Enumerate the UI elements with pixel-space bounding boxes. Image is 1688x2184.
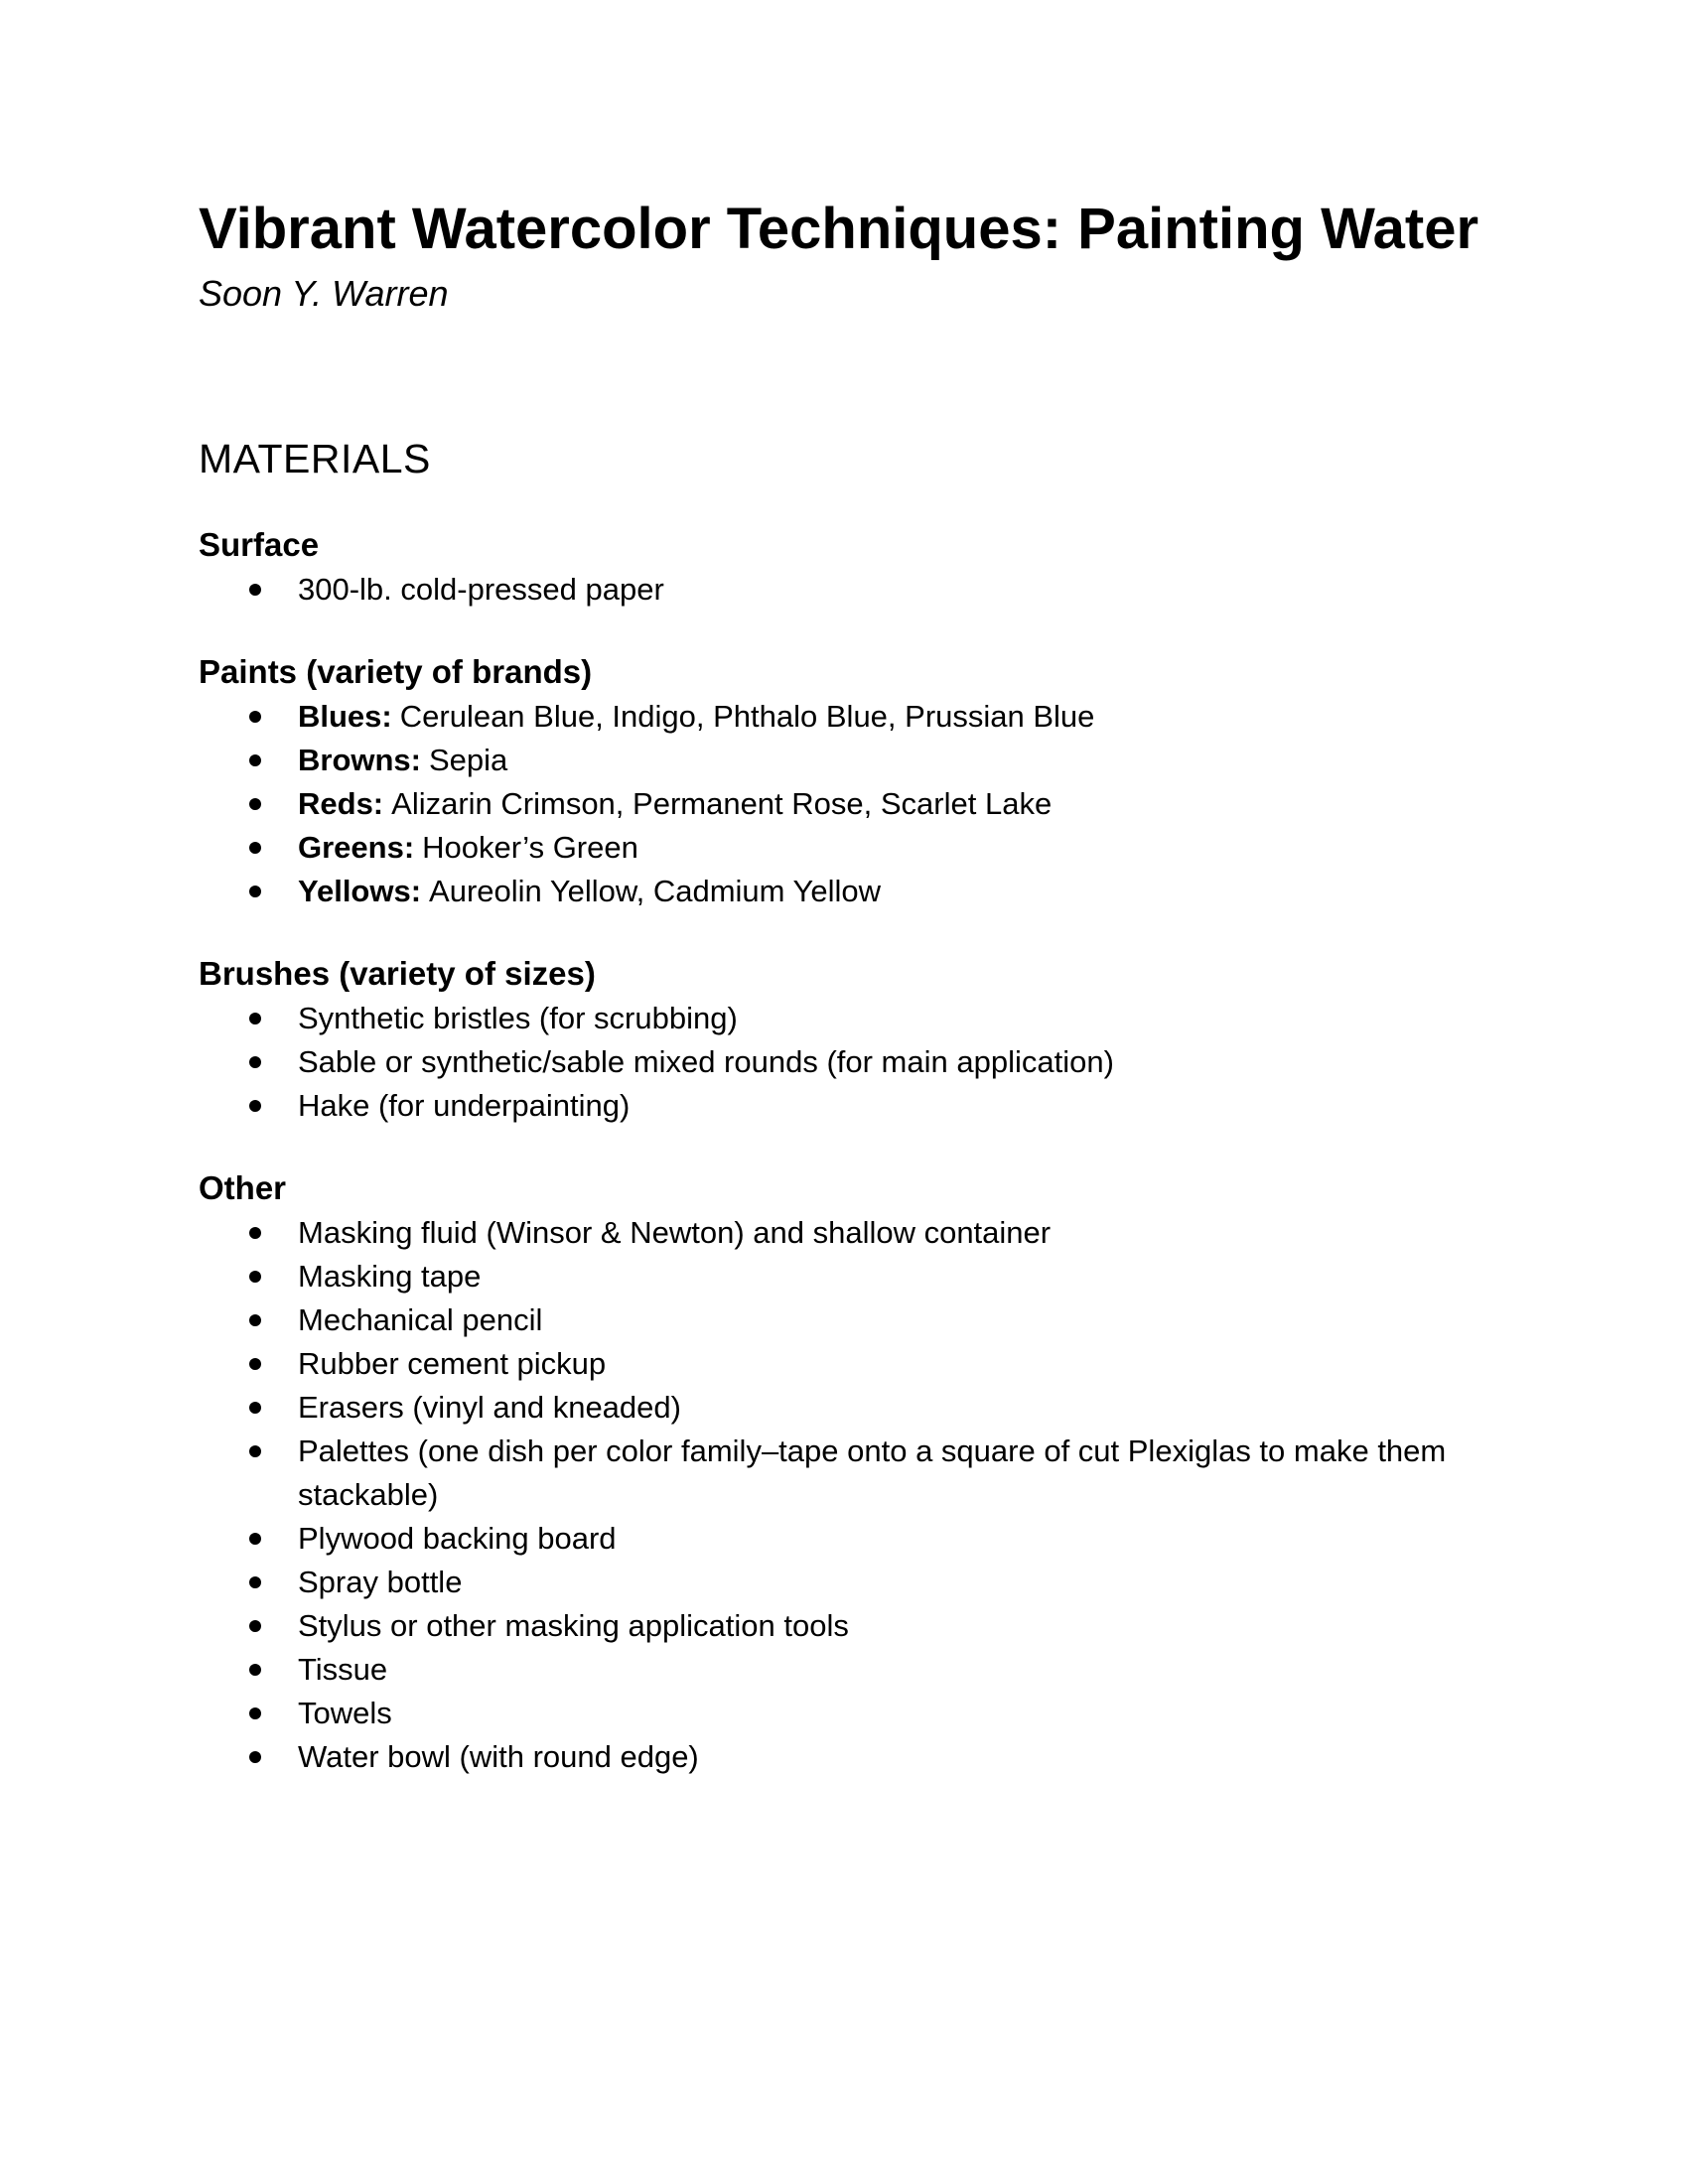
item-text: Sepia <box>429 743 508 777</box>
list-item <box>199 997 1489 1040</box>
document-title: Vibrant Watercolor Techniques: Painting Water <box>199 197 1479 261</box>
list-item <box>199 870 1489 913</box>
bullet-icon <box>249 1358 261 1370</box>
list-item <box>199 1692 1489 1735</box>
bullet-icon <box>249 1751 261 1763</box>
list-item <box>199 1735 1489 1779</box>
materials-sections <box>199 522 1491 1779</box>
bullet-icon <box>249 1576 261 1588</box>
item-text: Rubber cement pickup <box>298 1346 607 1381</box>
bullet-icon <box>249 1707 261 1719</box>
item-text: Aureolin Yellow, Cadmium Yellow <box>429 874 881 908</box>
materials-section <box>199 1165 1491 1779</box>
bullet-icon <box>249 754 261 766</box>
bullet-icon <box>249 1013 261 1024</box>
item-text: Water bowl (with round edge) <box>298 1739 699 1774</box>
bullet-icon <box>249 1620 261 1632</box>
list-item <box>199 568 1489 612</box>
bullet-icon <box>249 1402 261 1414</box>
bullet-icon <box>249 1445 261 1457</box>
list-item <box>199 1604 1489 1648</box>
item-text: Spray bottle <box>298 1565 463 1599</box>
bullet-icon <box>249 842 261 854</box>
item-text: Synthetic bristles (for scrubbing) <box>298 1001 738 1035</box>
document-author: Soon Y. Warren <box>199 273 449 314</box>
list-item <box>199 1084 1489 1128</box>
bullet-icon <box>249 1100 261 1112</box>
item-text: Plywood backing board <box>298 1521 617 1556</box>
materials-heading: MATERIALS <box>199 436 431 481</box>
item-text: Mechanical pencil <box>298 1302 543 1337</box>
list-item <box>199 739 1489 782</box>
list-item <box>199 1040 1489 1084</box>
section-heading: Paints (variety of brands) <box>199 653 593 690</box>
list-item <box>199 1255 1489 1298</box>
item-text: Masking fluid (Winsor & Newton) and shallow container <box>298 1215 1052 1250</box>
section-heading: Surface <box>199 526 320 563</box>
item-text: Alizarin Crimson, Permanent Rose, Scarlet Lake <box>391 786 1053 821</box>
item-label: Blues: <box>298 699 392 734</box>
bullet-icon <box>249 798 261 810</box>
list-item <box>199 1211 1489 1255</box>
item-label: Greens: <box>298 830 415 865</box>
list-item <box>199 695 1489 739</box>
item-text: Stylus or other masking application tools <box>298 1608 849 1643</box>
section-heading: Brushes (variety of sizes) <box>199 955 596 992</box>
item-text: Tissue <box>298 1652 388 1687</box>
item-text: Hake (for underpainting) <box>298 1088 631 1123</box>
bullet-icon <box>249 1227 261 1239</box>
materials-section <box>199 522 1491 612</box>
item-text: Masking tape <box>298 1259 482 1294</box>
item-text: Cerulean Blue, Indigo, Phthalo Blue, Prussian Blue <box>399 699 1095 734</box>
bullet-icon <box>249 1664 261 1676</box>
item-label: Yellows: <box>298 874 422 908</box>
list-item <box>199 1430 1489 1517</box>
item-text: Sable or synthetic/sable mixed rounds (for main application) <box>298 1044 1114 1079</box>
materials-section <box>199 649 1491 913</box>
bullet-list <box>199 568 1491 612</box>
item-label: Browns: <box>298 743 421 777</box>
bullet-icon <box>249 1056 261 1068</box>
item-text: Erasers (vinyl and kneaded) <box>298 1390 681 1425</box>
item-text: Towels <box>298 1696 392 1730</box>
bullet-icon <box>249 1533 261 1545</box>
bullet-icon <box>249 584 261 596</box>
item-label: Reds: <box>298 786 384 821</box>
list-item <box>199 1298 1489 1342</box>
item-text: Hooker’s Green <box>422 830 638 865</box>
bullet-icon <box>249 711 261 723</box>
item-text: Palettes (one dish per color family–tape onto a square of cut Plexiglas to make them stackable) <box>298 1433 1447 1512</box>
list-item <box>199 1517 1489 1561</box>
section-heading: Other <box>199 1169 287 1206</box>
bullet-list <box>199 997 1491 1128</box>
item-text: 300-lb. cold-pressed paper <box>298 572 664 607</box>
list-item <box>199 1561 1489 1604</box>
bullet-icon <box>249 886 261 897</box>
materials-section <box>199 951 1491 1128</box>
list-item <box>199 1386 1489 1430</box>
bullet-icon <box>249 1314 261 1326</box>
bullet-icon <box>249 1271 261 1283</box>
bullet-list <box>199 1211 1491 1779</box>
list-item <box>199 1648 1489 1692</box>
list-item <box>199 1342 1489 1386</box>
list-item <box>199 782 1489 826</box>
list-item <box>199 826 1489 870</box>
bullet-list <box>199 695 1491 913</box>
